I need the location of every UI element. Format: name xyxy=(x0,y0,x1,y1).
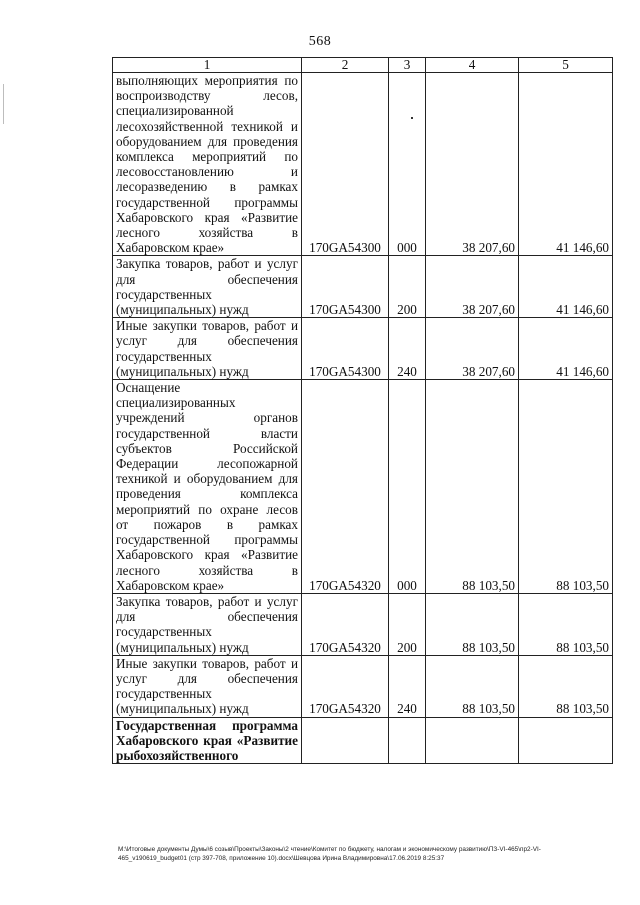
file-path-line: M:\Итоговые документы Думы\6 созыв\Проекты\Законы\2 чтение\Комитет по бюджету, налогам и экономическому развитию\ПЗ-VI-465\пр2-VI- xyxy=(118,846,541,853)
row-expense-type xyxy=(389,717,426,764)
row-expense-type: 000 xyxy=(389,380,426,594)
row-target-code: 170GA54300 xyxy=(302,73,389,256)
row-name: Закупка товаров, работ и услуг для обеспечения государственных (муниципальных) нужд xyxy=(113,593,302,655)
row-target-code: 170GA54300 xyxy=(302,256,389,318)
row-name: Оснащение специализированных учреждений органов государственной власти субъектов Российской Федерации лесопожарной техникой и оборудованием для проведения комплекса мероприятий по охране лесов от пожаров в рамках государственной программы Хабаровского края «Развитие лесного хозяйства в Хабаровском крае» xyxy=(113,380,302,594)
row-expense-type: 200 xyxy=(389,256,426,318)
table-row-program-heading xyxy=(113,717,613,764)
column-header: 2 xyxy=(302,58,389,73)
row-target-code: 170GA54320 xyxy=(302,380,389,594)
row-target-code: 170GA54300 xyxy=(302,318,389,380)
column-header: 4 xyxy=(426,58,519,73)
row-target-code: 170GA54320 xyxy=(302,655,389,717)
row-name: Государственная программа Хабаровского края «Развитие рыбохозяйственного xyxy=(113,717,302,764)
row-target-code: 170GA54320 xyxy=(302,593,389,655)
row-sum-year1: 88 103,50 xyxy=(426,655,519,717)
row-name: Иные закупки товаров, работ и услуг для обеспечения государственных (муниципальных) нужд xyxy=(113,655,302,717)
row-expense-type: 000 xyxy=(389,73,426,256)
row-sum-year2: 41 146,60 xyxy=(519,73,613,256)
row-sum-year1 xyxy=(426,717,519,764)
page-number: 568 xyxy=(308,34,332,49)
budget-table xyxy=(112,57,613,764)
row-expense-type: 240 xyxy=(389,318,426,380)
table-row xyxy=(113,256,613,318)
row-sum-year1: 88 103,50 xyxy=(426,380,519,594)
row-sum-year1: 38 207,60 xyxy=(426,318,519,380)
file-path-footer xyxy=(118,845,618,863)
row-name: Закупка товаров, работ и услуг для обеспечения государственных (муниципальных) нужд xyxy=(113,256,302,318)
column-header: 5 xyxy=(519,58,613,73)
table-row xyxy=(113,380,613,594)
table-header-row xyxy=(113,58,613,73)
row-expense-type: 240 xyxy=(389,655,426,717)
row-expense-type: 200 xyxy=(389,593,426,655)
row-name: выполняющих мероприятия по воспроизводству лесов, специализированной лесохозяйственной техникой и оборудованием для проведения комплекса мероприятий по лесовосстановлению и лесоразведению в рамках государственной программы Хабаровского края «Развитие лесного хозяйства в Хабаровском крае» xyxy=(113,73,302,256)
table-row xyxy=(113,655,613,717)
column-header: 3 xyxy=(389,58,426,73)
table-row xyxy=(113,318,613,380)
table-row xyxy=(113,593,613,655)
table-row xyxy=(113,73,613,256)
row-name: Иные закупки товаров, работ и услуг для обеспечения государственных (муниципальных) нужд xyxy=(113,318,302,380)
row-sum-year1: 38 207,60 xyxy=(426,256,519,318)
row-target-code xyxy=(302,717,389,764)
margin-mark xyxy=(3,84,4,124)
row-sum-year1: 88 103,50 xyxy=(426,593,519,655)
row-sum-year2: 88 103,50 xyxy=(519,593,613,655)
file-path-line: 465_v190619_budget01 (стр 397-708, приложение 10).docx\Шевцова Ирина Владимировна\17.06.2019 8:25:37 xyxy=(118,855,445,862)
column-header: 1 xyxy=(113,58,302,73)
row-sum-year2: 88 103,50 xyxy=(519,380,613,594)
row-sum-year2: 88 103,50 xyxy=(519,655,613,717)
row-sum-year2: 41 146,60 xyxy=(519,256,613,318)
row-sum-year2: 41 146,60 xyxy=(519,318,613,380)
row-sum-year1: 38 207,60 xyxy=(426,73,519,256)
row-sum-year2 xyxy=(519,717,613,764)
